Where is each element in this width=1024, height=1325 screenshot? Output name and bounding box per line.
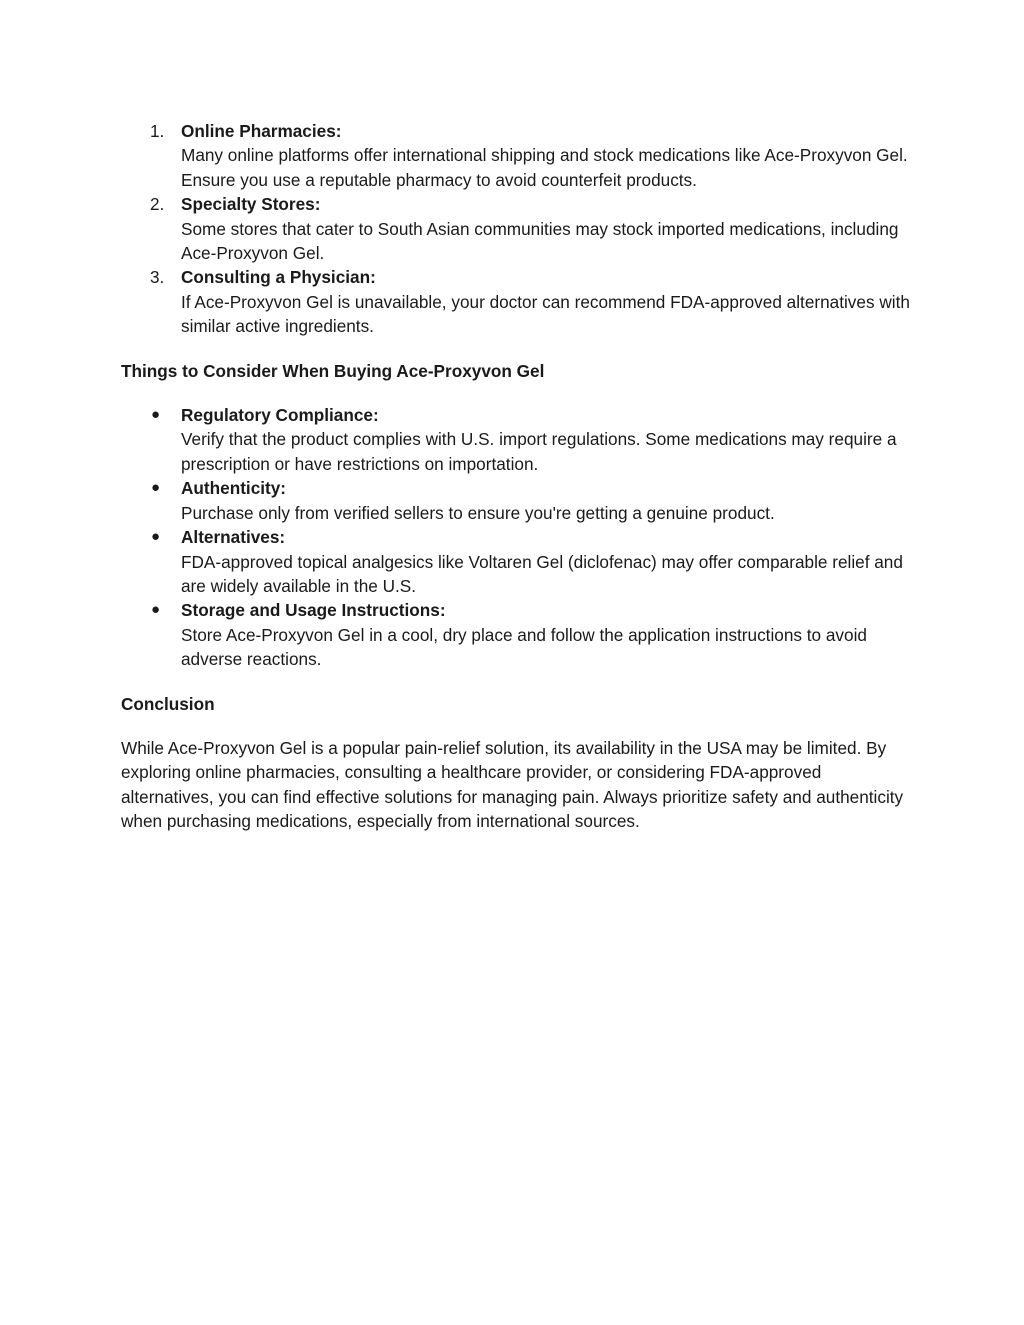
list-item <box>121 119 911 192</box>
list-item <box>121 265 911 338</box>
list-item-title: Specialty Stores: <box>181 194 321 215</box>
list-number: 1. <box>150 121 165 141</box>
list-item-title: Storage and Usage Instructions: <box>181 600 446 621</box>
list-item <box>121 525 911 598</box>
list-item-body: Many online platforms offer international shipping and stock medications like Ace-Proxyvon Gel. Ensure you use a reputable pharmacy to avoid counterfeit products. <box>181 145 908 190</box>
document-content <box>121 119 911 834</box>
list-item-title: Consulting a Physician: <box>181 267 376 288</box>
list-item <box>121 403 911 476</box>
list-item-body: Verify that the product complies with U.S. import regulations. Some medications may require a prescription or have restrictions on importation. <box>181 429 897 474</box>
list-item-body: FDA-approved topical analgesics like Voltaren Gel (diclofenac) may offer comparable relief and are widely available in the U.S. <box>181 551 903 596</box>
bullet-icon: ● <box>151 528 161 546</box>
conclusion-paragraph: While Ace-Proxyvon Gel is a popular pain-relief solution, its availability in the USA may be limited. By exploring online pharmacies, consulting a healthcare provider, or considering FDA-approved alternatives, you can find effective solutions for managing pain. Always prioritize safety and authenticity when purchasing medications, especially from international sources. <box>121 737 904 832</box>
considerations-bullet-list <box>121 403 911 671</box>
bullet-icon: ● <box>151 601 161 619</box>
bullet-icon: ● <box>151 406 161 424</box>
list-item-body: Store Ace-Proxyvon Gel in a cool, dry place and follow the application instructions to avoid adverse reactions. <box>181 624 867 670</box>
list-number: 3. <box>150 267 165 288</box>
list-item-title: Alternatives: <box>181 527 286 548</box>
list-item <box>121 476 911 525</box>
sources-numbered-list <box>121 119 911 339</box>
considerations-heading: Things to Consider When Buying Ace-Proxyvon Gel <box>121 360 545 381</box>
list-item-title: Authenticity: <box>181 478 287 499</box>
list-item-title: Online Pharmacies: <box>181 121 342 141</box>
conclusion-heading: Conclusion <box>121 693 215 714</box>
list-item <box>121 598 911 671</box>
list-item <box>121 192 911 265</box>
list-number: 2. <box>150 194 165 215</box>
list-item-body: Some stores that cater to South Asian communities may stock imported medications, including Ace-Proxyvon Gel. <box>181 218 899 264</box>
list-item-title: Regulatory Compliance: <box>181 405 379 426</box>
bullet-icon: ● <box>151 479 161 497</box>
list-item-body: If Ace-Proxyvon Gel is unavailable, your doctor can recommend FDA-approved alternatives with similar active ingredients. <box>181 291 910 337</box>
list-item-body: Purchase only from verified sellers to ensure you're getting a genuine product. <box>181 502 775 523</box>
